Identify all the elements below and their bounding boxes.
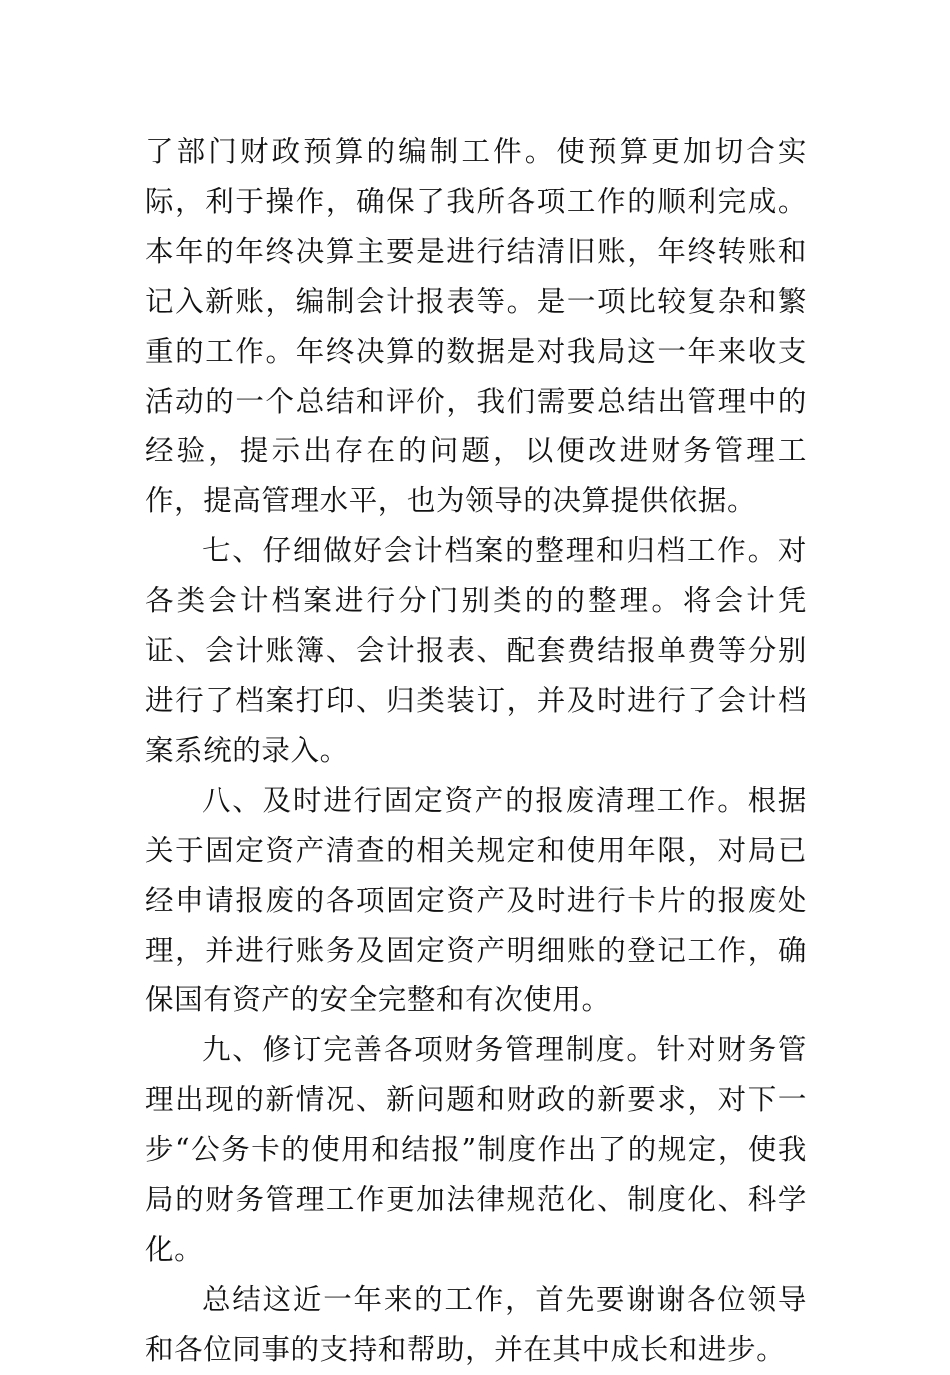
paragraph-item-9: 九、修订完善各项财务管理制度。针对财务管理出现的新情况、新问题和财政的新要求，对下一步“公务卡的使用和结报”制度作出了的规定，使我局的财务管理工作更加法律规范化、制度化、科学化。: [145, 1033, 807, 1266]
paragraph-continuation: 了部门财政预算的编制工件。使预算更加切合实际，利于操作，确保了我所各项工作的顺利完成。本年的年终决算主要是进行结清旧账，年终转账和记入新账，编制会计报表等。是一项比较复杂和繁重的工作。年终决算的数据是对我局这一年来收支活动的一个总结和评价，我们需要总结出管理中的经验，提示出存在的问题，以便改进财务管理工作，提高管理水平，也为领导的决算提供依据。: [145, 135, 807, 518]
paragraph-item-8: 八、及时进行固定资产的报废清理工作。根据关于固定资产清查的相关规定和使用年限，对局已经申请报废的各项固定资产及时进行卡片的报废处理，并进行账务及固定资产明细账的登记工作，确保国有资产的安全完整和有次使用。: [145, 783, 807, 1017]
document-body: [145, 127, 807, 1375]
paragraph-summary: 总结这近一年来的工作，首先要谢谢各位领导和各位同事的支持和帮助，并在其中成长和进步。: [145, 1282, 807, 1366]
paragraph-item-7: 七、仔细做好会计档案的整理和归档工作。对各类会计档案进行分门别类的的整理。将会计凭证、会计账簿、会计报表、配套费结报单费等分别进行了档案打印、归类装订，并及时进行了会计档案系统的录入。: [145, 534, 807, 767]
